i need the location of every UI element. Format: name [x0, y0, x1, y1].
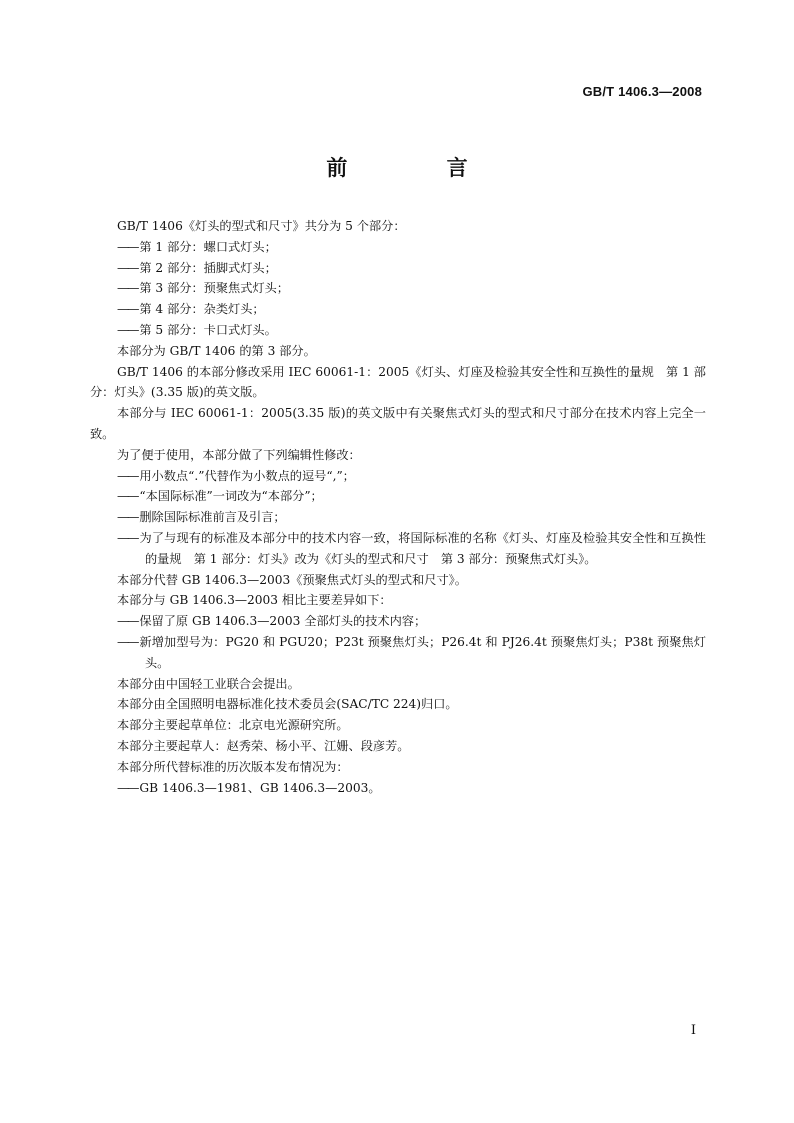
- paragraph: 本部分为 GB/T 1406 的第 3 部分。: [117, 343, 316, 358]
- paragraph: GB/T 1406《灯头的型式和尺寸》共分为 5 个部分：: [117, 219, 406, 233]
- paragraph: 为了便于使用，本部分做了下列编辑性修改：: [117, 447, 361, 462]
- list-item: —— 删除国际标准前言及引言；: [90, 507, 706, 528]
- page-number: I: [690, 1023, 696, 1038]
- list-item: —— 第 2 部分：插脚式灯头；: [90, 258, 706, 279]
- paragraph: 本部分主要起草单位：北京电光源研究所。: [117, 718, 349, 733]
- list-item: —— 为了与现有的标准及本部分中的技术内容一致，将国际标准的名称《灯头、灯座及检验其安全性和互换性的量规 第 1 部分：灯头》改为《灯头的型式和尺寸 第 3 部分：预聚焦式灯头》。: [90, 528, 706, 570]
- paragraph: 本部分主要起草人：赵秀荣、杨小平、江姗、段彦芳。: [117, 738, 410, 753]
- list-item: —— 第 1 部分：螺口式灯头；: [90, 237, 706, 258]
- list-item: —— 第 3 部分：预聚焦式灯头；: [90, 278, 706, 299]
- paragraph: 本部分与 GB 1406.3—2003 相比主要差异如下：: [117, 593, 392, 608]
- list-item: —— 第 5 部分：卡口式灯头。: [90, 320, 706, 341]
- list-item: —— 保留了原 GB 1406.3—2003 全部灯头的技术内容；: [90, 611, 706, 632]
- list-item: —— “本国际标准”一词改为“本部分”；: [90, 486, 706, 507]
- foreword-body: [90, 216, 706, 798]
- list-item: —— 用小数点“.”代替作为小数点的逗号“,”；: [90, 466, 706, 487]
- list-item: —— 第 4 部分：杂类灯头；: [90, 299, 706, 320]
- page-title: 前 言: [326, 156, 514, 180]
- paragraph: 本部分由中国轻工业联合会提出。: [117, 676, 300, 691]
- paragraph: 本部分由全国照明电器标准化技术委员会(SAC/TC 224)归口。: [117, 697, 458, 712]
- paragraph: 本部分与 IEC 60061-1：2005(3.35 版)的英文版中有关聚焦式灯头的型式和尺寸部分在技术内容上完全一致。: [90, 406, 706, 441]
- paragraph: 本部分所代替标准的历次版本发布情况为：: [117, 759, 349, 774]
- standard-number: GB/T 1406.3—2008: [582, 84, 702, 99]
- list-item: —— 新增加型号为：PG20 和 PGU20；P23t 预聚焦灯头；P26.4t 和 PJ26.4t 预聚焦灯头；P38t 预聚焦灯头。: [90, 632, 706, 674]
- paragraph: 本部分代替 GB 1406.3—2003《预聚焦式灯头的型式和尺寸》。: [117, 572, 467, 587]
- paragraph: GB/T 1406 的本部分修改采用 IEC 60061-1：2005《灯头、灯座及检验其安全性和互换性的量规 第 1 部分：灯头》(3.35 版)的英文版。: [90, 364, 706, 400]
- list-item: —— GB 1406.3—1981、GB 1406.3—2003。: [90, 778, 706, 799]
